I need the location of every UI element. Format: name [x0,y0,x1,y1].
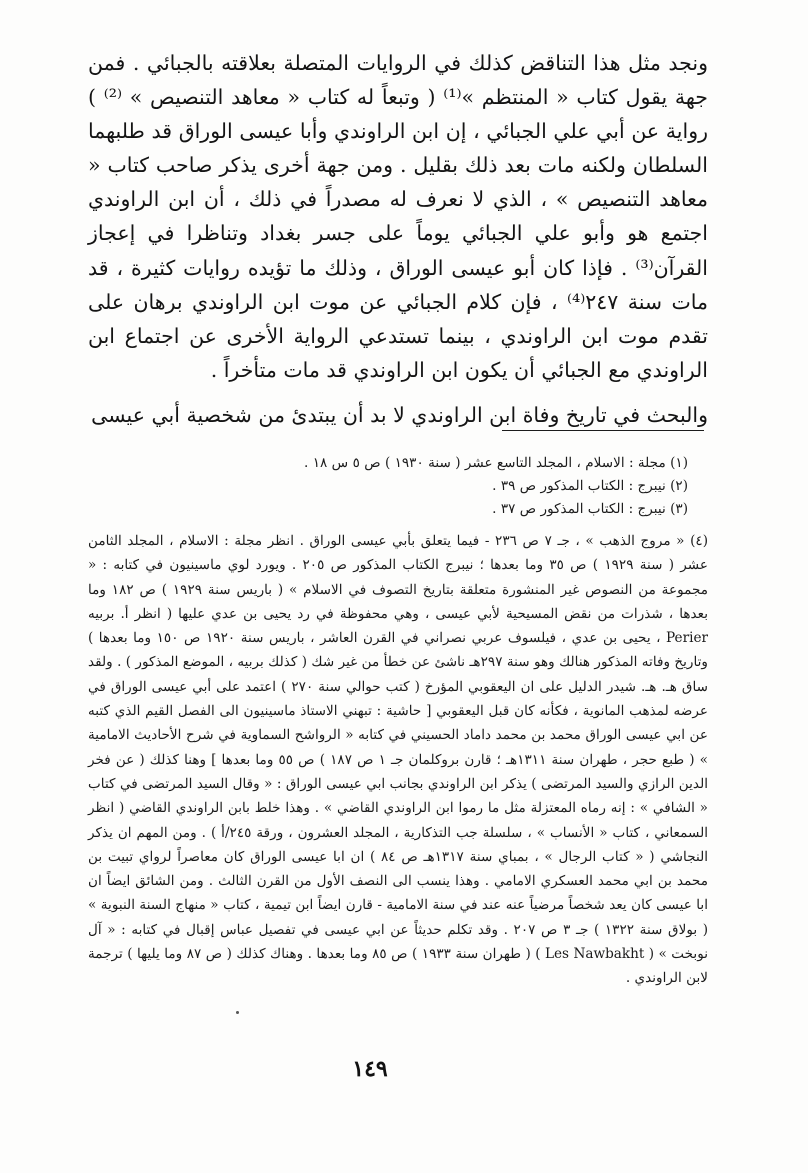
footnote-4: (٤) « مروج الذهب » ، جـ ٧ ص ٢٣٦ - فيما يتعلق بأبي عيسى الوراق . انظر مجلة : الاسلام ، المجلد الثامن عشر ( سنة ١٩٢٩ ) ص ٣٥ وما بعدها ؛ نيبرج الكتاب المذكور ص ٢٠٥ . ويورد لوي ماسينيون في كتابه : « مجموعة من النصوص غير المنشورة متعلقة بتاريخ التصوف في الاسلام » ( باريس سنة ١٩٢٩ ) ص ١٨٢ وما بعدها ، شذرات من نقض المسيحية لأبي عيسى ، وهي محفوظة في رد يحيى بن عدي عليها ( انظر أ. بربيه Perier ، يحيى بن عدي ، فيلسوف عربي نصراني في القرن العاشر ، باريس سنة ١٩٢٠ ص ١٥٠ وما بعدها ) وتاريخ وفاته المذكور هنالك وهو سنة ٢٩٧هـ ناشئ عن خطأ من غير شك ( كذلك بربيه ، الموضع المذكور ) . ولقد ساق هـ. هـ. شيدر الدليل على ان اليعقوبي المؤرخ ( كتب حوالي سنة ٢٧٠ ) اعتمد على أبي عيسى الوراق في عرضه لمذهب المانوية ، فكأنه كان قبل اليعقوبي [ حاشية : تبهني الاستاذ ماسينيون الى الفصل القيم الذي كتبه عن ابي عيسى الوراق محمد بن محمد داماد الحسيني في كتابه « الرواشح السماوية في شرح الأحاديث الامامية » ( طبع حجر ، طهران سنة ١٣١١هـ ؛ قارن بروكلمان جـ ١ ص ١٨٧ ) ص ٥٥ وما بعدها ] وهنا كذلك ( عن فخر الدين الرازي والسيد المرتضى ) يذكر ابن الراوندي بجانب ابي عيسى الوراق : « وقال السيد المرتضى في كتاب « الشافي » : إنه رماه المعتزلة مثل ما رموا ابن الراوندي القاضي » . وهذا خلط بابن الراوندي القاضي ( انظر السمعاني ، كتاب « الأنساب » ، سلسلة جب التذكارية ، المجلد العشرون ، ورقة ٢٤٥/أ ) . ومن المهم ان يذكر النجاشي ( « كتاب الرجال » ، بمباي سنة ١٣١٧هـ ص ٨٤ ) ان ابا عيسى الوراق كان معاصراً لرواي تبيت بن محمد بن ابي محمد العسكري الامامي . وهذا ينسب الى النصف الأول من القرن الثالث . ومن الشائق ايضاً ان ابا عيسى كان يعد شخصاً مرضياً عنه عند في سنة الامامية - قارن ايضاً ابن تيمية ، كتاب « منهاج السنة النبوية » ( بولاق سنة ١٣٢٢ ) جـ ٣ ص ٢٠٧ . وقد تكلم حديثاً عن ابي عيسى في تفصيل عباس إقبال في كتابه : « آل نوبخت » ( Les Nawbakht ) ( طهران سنة ١٩٣٣ ) ص ٨٥ وما بعدها . وهناك كذلك ( ص ٨٧ وما يليها ) ترجمة لابن الراوندي . [88,533,709,987]
footnote-divider [502,430,704,431]
footnote-1: (١) مجلة : الاسلام ، المجلد التاسع عشر ( سنة ١٩٣٠ ) ص ٥ س ١٨ . [304,455,688,471]
main-text [88,46,708,432]
ink-speck [236,1011,239,1014]
footnote-3: (٣) نيبرج : الكتاب المذكور ص ٣٧ . [492,501,688,517]
footnotes-section [88,452,708,991]
page-number: ١٤٩ [352,1056,388,1082]
footnote-2: (٢) نيبرج : الكتاب المذكور ص ٣٩ . [492,478,688,494]
main-paragraph-2: والبحث في تاريخ وفاة ابن الراوندي لا بد أن يبتدئ من شخصية أبي عيسى [91,402,708,427]
main-paragraph-1: ونجد مثل هذا التناقض كذلك في الروايات المتصلة بعلاقته بالجبائي . فمن جهة يقول كتاب « المنتظم »⁽¹⁾ ( وتبعاً له كتاب « معاهد التنصيص » ⁽²⁾ ) رواية عن أبي علي الجبائي ، إن ابن الراوندي وأبا عيسى الوراق قد طلبهما السلطان ولكنه مات بعد ذلك بقليل . ومن جهة أخرى يذكر صاحب كتاب « معاهد التنصيص » ، الذي لا نعرف له مصدراً في ذلك ، أن ابن الراوندي اجتمع هو وأبو علي الجبائي يوماً على جسر بغداد وتناظرا في إعجاز القرآن⁽³⁾ . فإذا كان أبو عيسى الوراق ، وذلك ما تؤيده روايات كثيرة ، قد مات سنة ٢٤٧⁽⁴⁾ ، فإن كلام الجبائي عن موت ابن الراوندي برهان على تقدم موت ابن الراوندي ، بينما تستدعي الرواية الأخرى عن اجتماع ابن الراوندي مع الجبائي أن يكون ابن الراوندي قد مات متأخراً . [88,51,708,382]
